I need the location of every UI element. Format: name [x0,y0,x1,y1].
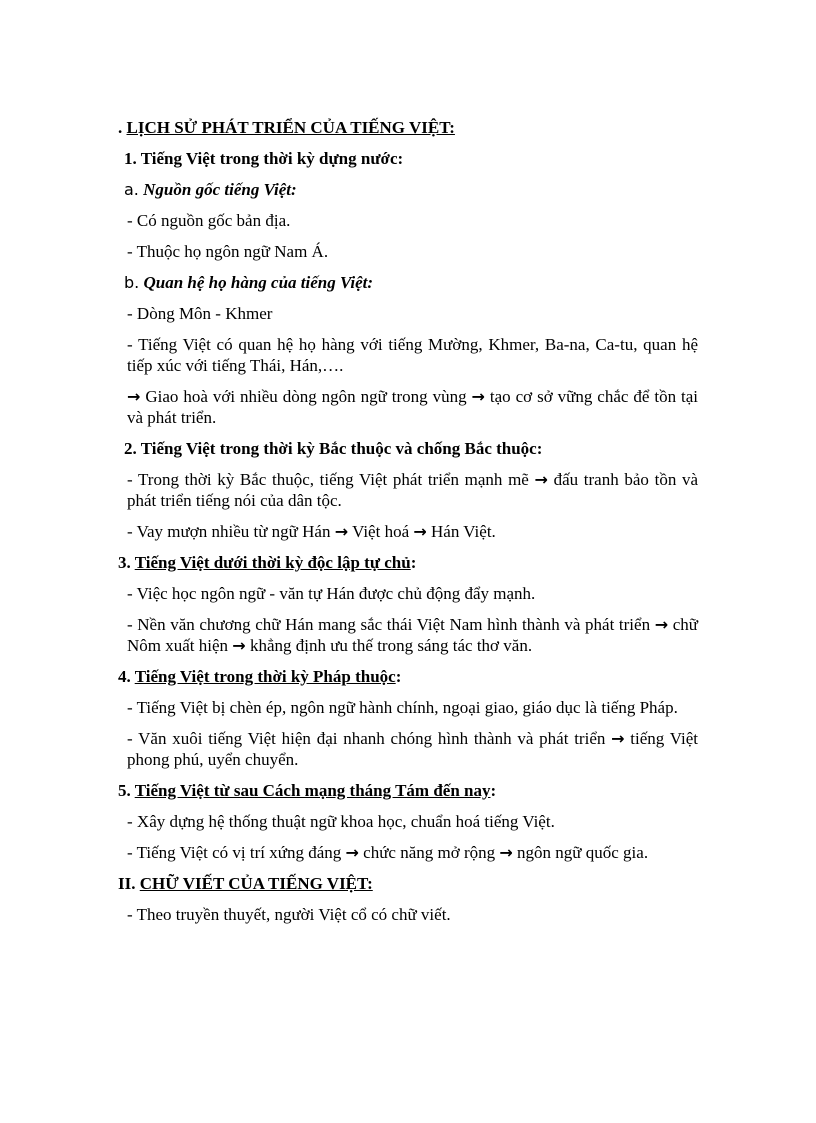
section5-item-2-part-c: ngôn ngữ quốc gia. [517,843,649,862]
section1b-marker: b. [124,273,140,292]
section2-item-2-part-b: Việt hoá [352,522,410,541]
section1b-item-3-part-b: tạo cơ sở vững chắc để tồn tại và phát triển. [127,387,699,427]
section1b-item-2: - Tiếng Việt có quan hệ họ hàng với tiếng Mường, Khmer, Ba-na, Ca-tu, quan hệ tiếp xúc với tiếng Thái, Hán,…. [127,335,698,375]
section5-item-2 [118,842,698,863]
arrow-right-icon: → [127,387,141,406]
section2-item-2-part-c: Hán Việt. [431,522,496,541]
section3-heading [118,552,698,573]
section1b-heading [118,272,698,293]
main-heading [118,117,698,138]
section2-item-2-part-a: - Vay mượn nhiều từ ngữ Hán [127,522,331,541]
section-II-number: II. [118,874,140,893]
arrow-right-icon: → [345,843,359,862]
section2-item-1-part-a: - Trong thời kỳ Bắc thuộc, tiếng Việt phát triển mạnh mẽ [127,470,529,489]
arrow-right-icon: → [499,843,513,862]
section3-item-2-part-c: khẳng định ưu thế trong sáng tác thơ văn. [249,636,533,655]
section2-item-1-part-b: đấu tranh bảo tồn và phát triển tiếng nói của dân tộc. [127,470,699,510]
section4-colon: : [395,667,402,686]
main-heading-title: LỊCH SỬ PHÁT TRIỂN CỦA TIẾNG VIỆT: [126,118,455,137]
section3-item-2-part-b: chữ Nôm xuất hiện [127,615,698,655]
arrow-right-icon: → [534,470,548,489]
section1a-item-1: - Có nguồn gốc bản địa. [127,211,291,230]
section1a-title: Nguồn gốc tiếng Việt: [138,180,297,199]
section4-item-1: - Tiếng Việt bị chèn ép, ngôn ngữ hành chính, ngoại giao, giáo dục là tiếng Pháp. [127,698,678,717]
section3-number: 3. [118,553,135,572]
section1b-item-3-part-a: Giao hoà với nhiều dòng ngôn ngữ trong vùng [145,387,467,406]
section2-item-1 [118,469,698,511]
main-heading-prefix: . [118,118,127,137]
arrow-right-icon: → [654,615,669,634]
arrow-right-icon: → [413,522,427,541]
section2-item-2 [118,521,698,542]
section3-item-2-part-a: - Nền văn chương chữ Hán mang sắc thái Việt Nam hình thành và phát triển [127,615,651,634]
section3-item-1: - Việc học ngôn ngữ - văn tự Hán được chủ động đẩy mạnh. [127,584,536,603]
section2-heading: 2. Tiếng Việt trong thời kỳ Bắc thuộc và chống Bắc thuộc: [124,439,543,458]
section1b-item-1: - Dòng Môn - Khmer [127,304,273,323]
section-II-heading [118,873,698,894]
section1a-item-2: - Thuộc họ ngôn ngữ Nam Á. [127,242,329,261]
section5-number: 5. [118,781,135,800]
section5-title: Tiếng Việt từ sau Cách mạng tháng Tám đến nay [134,781,491,800]
section3-colon: : [410,553,417,572]
section1-heading: 1. Tiếng Việt trong thời kỳ dựng nước: [124,149,404,168]
section5-item-1: - Xây dựng hệ thống thuật ngữ khoa học, chuẩn hoá tiếng Việt. [127,812,555,831]
section1b-title: Quan hệ họ hàng của tiếng Việt: [139,273,374,292]
section1b-item-3 [118,386,698,428]
section5-item-2-part-b: chức năng mở rộng [363,843,496,862]
section5-colon: : [490,781,497,800]
section3-item-2 [118,614,698,656]
document-page [118,117,698,935]
section-II-item-1: - Theo truyền thuyết, người Việt cổ có chữ viết. [127,905,451,924]
section1a-marker: a. [124,180,139,199]
section4-item-2-part-a: - Văn xuôi tiếng Việt hiện đại nhanh chóng hình thành và phát triển [127,729,606,748]
section3-title: Tiếng Việt dưới thời kỳ độc lập tự chủ [134,553,411,572]
section4-item-2 [118,728,698,770]
section4-number: 4. [118,667,135,686]
arrow-right-icon: → [334,522,349,541]
section4-title: Tiếng Việt trong thời kỳ Pháp thuộc [134,667,396,686]
section4-item-2-part-b: tiếng Việt phong phú, uyển chuyển. [127,729,698,769]
section1a-heading [118,179,698,200]
arrow-right-icon: → [232,636,246,655]
section5-item-2-part-a: - Tiếng Việt có vị trí xứng đáng [127,843,342,862]
section5-heading [118,780,698,801]
section4-heading [118,666,698,687]
arrow-right-icon: → [471,387,485,406]
arrow-right-icon: → [611,729,625,748]
section-II-title: CHỮ VIẾT CỦA TIẾNG VIỆT: [139,874,373,893]
